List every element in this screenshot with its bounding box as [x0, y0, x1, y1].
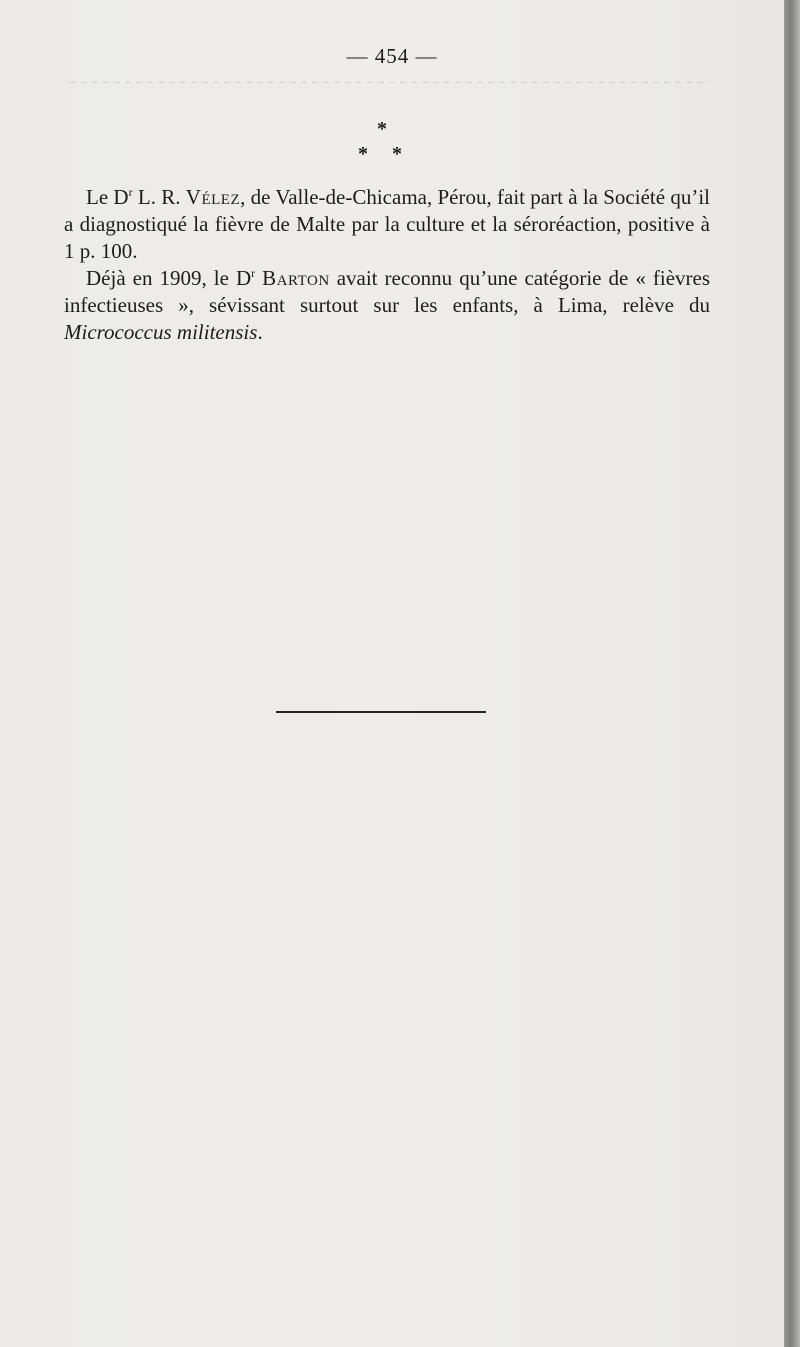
p1-superscript: r	[128, 185, 133, 199]
section-end-rule	[276, 711, 486, 713]
p2-text-3: avait reconnu qu’une catégorie de « fièvres infectieuses », sévissant surtout sur les enfants, à Lima, relève du	[64, 266, 710, 317]
p2-superscript: r	[251, 266, 256, 280]
asterism-star-right: *	[392, 143, 402, 165]
paragraph-1	[64, 184, 710, 265]
p1-author-name: Vélez	[185, 185, 241, 209]
asterism-star-top: *	[377, 118, 387, 140]
asterism-star-left: *	[358, 143, 368, 165]
header-rule	[70, 82, 710, 83]
p2-species-name: Micrococcus militensis	[64, 320, 258, 344]
p2-author-name: Barton	[262, 266, 330, 290]
asterism	[350, 118, 420, 168]
body-text	[64, 184, 710, 346]
paragraph-2	[64, 265, 710, 346]
p1-text-2: L. R.	[132, 185, 186, 209]
p2-text-1: Déjà en 1909, le D	[86, 266, 252, 290]
p1-text-1: Le D	[86, 185, 129, 209]
page-edge-shadow	[784, 0, 800, 1347]
page-number: — 454 —	[346, 44, 438, 68]
p2-text-4: .	[257, 320, 263, 344]
p1-text-3: , de Valle-de-Chicama, Pérou, fait part à la Société qu’il a diagnostiqué la fièvre de Malte par la culture et la séroréaction, positive à 1 p. 100.	[64, 185, 711, 263]
